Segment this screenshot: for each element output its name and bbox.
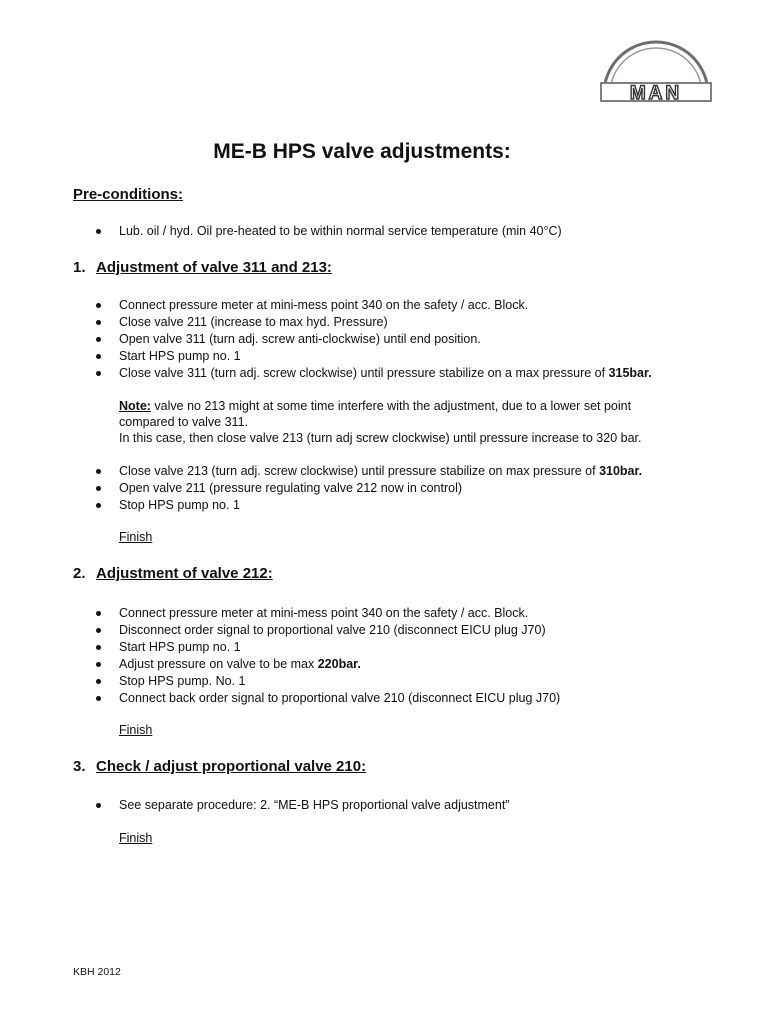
section-2-list <box>0 605 560 707</box>
list-item: Connect pressure meter at mini-mess point 340 on the safety / acc. Block. <box>0 605 560 622</box>
section-3-list <box>0 797 509 814</box>
man-logo <box>598 40 714 104</box>
section-3-heading: 3. Check / adjust proportional valve 210: <box>73 758 367 775</box>
note-line-3: In this case, then close valve 213 (turn adj screw clockwise) until pressure increase to 320 bar. <box>119 431 642 445</box>
section-1-list-b <box>0 463 642 514</box>
list-item: Close valve 211 (increase to max hyd. Pressure) <box>0 314 652 331</box>
list-item: Start HPS pump no. 1 <box>0 639 560 656</box>
section-1-list-a <box>0 297 652 382</box>
man-logo-text: MAN <box>629 83 683 104</box>
list-item: Adjust pressure on valve to be max 220bar. <box>0 656 560 673</box>
list-item: Connect pressure meter at mini-mess point 340 on the safety / acc. Block. <box>0 297 652 314</box>
section-2-heading: 2. Adjustment of valve 212: <box>73 565 273 582</box>
footer-text: KBH 2012 <box>73 966 121 978</box>
note-label: Note: <box>119 399 151 413</box>
section-1-finish: Finish <box>119 530 153 544</box>
note-line-2: compared to valve 311. <box>119 415 249 429</box>
section-1-heading: 1. Adjustment of valve 311 and 213: <box>73 259 332 276</box>
list-item: Open valve 311 (turn adj. screw anti-clockwise) until end position. <box>0 331 652 348</box>
preconditions-heading: Pre-conditions: <box>73 186 184 203</box>
man-logo-emblem <box>598 40 714 104</box>
list-item: Stop HPS pump no. 1 <box>0 497 642 514</box>
list-item: Disconnect order signal to proportional valve 210 (disconnect EICU plug J70) <box>0 622 560 639</box>
section-1-note <box>119 398 641 446</box>
list-item: See separate procedure: 2. “ME-B HPS proportional valve adjustment” <box>0 797 509 814</box>
list-item: Close valve 311 (turn adj. screw clockwise) until pressure stabilize on a max pressure of 315bar. <box>0 365 652 382</box>
list-item: Close valve 213 (turn adj. screw clockwise) until pressure stabilize on max pressure of 310bar. <box>0 463 642 480</box>
list-item: Start HPS pump no. 1 <box>0 348 652 365</box>
note-line-1: Note: valve no 213 might at some time interfere with the adjustment, due to a lower set point <box>119 399 632 413</box>
list-item: Stop HPS pump. No. 1 <box>0 673 560 690</box>
document-title: ME-B HPS valve adjustments: <box>213 140 511 163</box>
section-2-finish: Finish <box>119 723 153 737</box>
list-item: Lub. oil / hyd. Oil pre-heated to be within normal service temperature (min 40°C) <box>0 223 562 240</box>
list-item: Open valve 211 (pressure regulating valve 212 now in control) <box>0 480 642 497</box>
preconditions-list <box>0 223 562 240</box>
section-3-finish: Finish <box>119 831 153 845</box>
list-item: Connect back order signal to proportional valve 210 (disconnect EICU plug J70) <box>0 690 560 707</box>
